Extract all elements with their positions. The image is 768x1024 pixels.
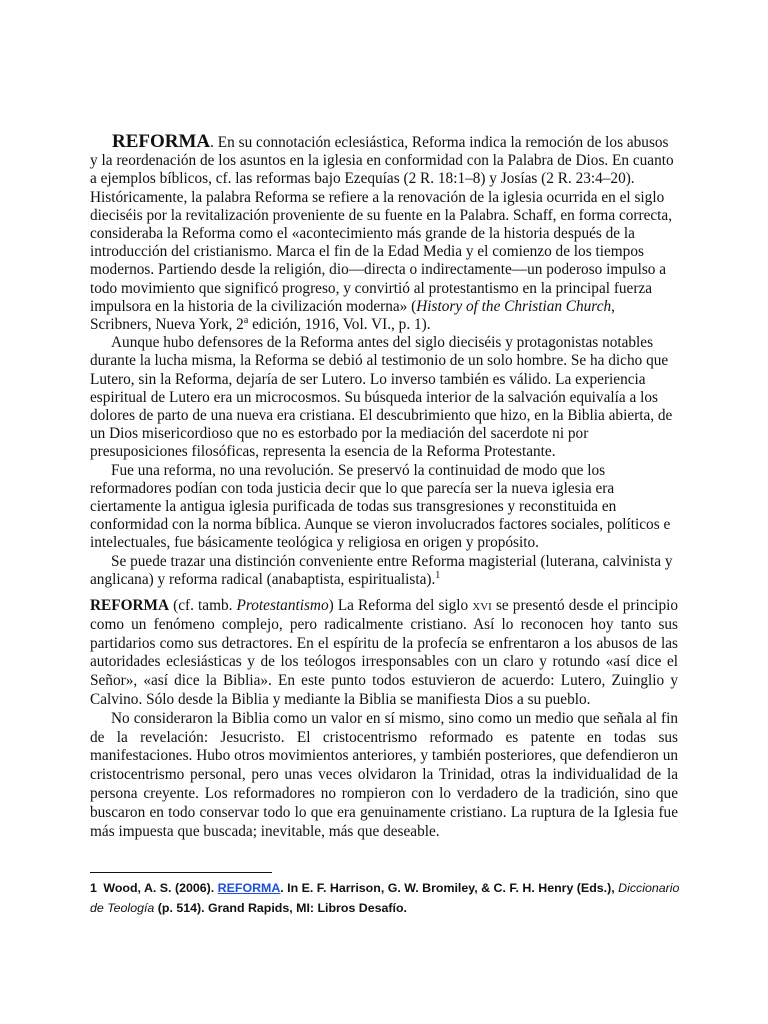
- paragraph: Fue una reforma, no una revolución. Se preservó la continuidad de modo que los reformadores podían con toda justicia decir que lo que parecía ser la nueva iglesia era ciertamente la antigua iglesia purificada de todas sus transgresiones y reconstituida en conformidad con la norma bíblica. Aunque se vieron involucrados factores sociales, políticos e intelectuales, fue básicamente teológica y religiosa en origen y propósito.: [90, 461, 671, 552]
- footnote: 1 Wood, A. S. (2006). REFORMA. In E. F. Harrison, G. W. Bromiley, & C. F. H. Henry (Eds.), Diccionario de Teología (p. 514). Grand Rapids, MI: Libros Desafío.: [90, 881, 680, 915]
- footnote-link[interactable]: REFORMA: [217, 881, 281, 895]
- paragraph: Se puede trazar una distinción conveniente entre Reforma magisterial (luterana, calvinista y anglicana) y reforma radical (anabaptista, espiritualista).$^1$: [90, 552, 673, 588]
- footnote-reference[interactable]: 1: [435, 569, 441, 581]
- paragraph: REFORMA (cf. tamb. Protestantismo) La Reforma del siglo xvi se presentó desde el principio como un fenómeno complejo, pero radicalmente cristiano. Así lo reconocen hoy tanto sus partidarios como sus detractores. En el espíritu de la profecía se enfrentaron a los abusos de las autoridades eclesiásticas y de los teólogos irresponsables con un claro y rotundo «así dice el Señor», «así dice la Biblia». En este punto todos estuvieron de acuerdo: Lutero, Zuinglio y Calvino. Sólo desde la Biblia y mediante la Biblia se manifiesta Dios a su pueblo.: [90, 597, 679, 708]
- entry-reforma-1: [90, 133, 678, 589]
- paragraph: Aunque hubo defensores de la Reforma antes del siglo dieciséis y protagonistas notables durante la lucha misma, la Reforma se debió al testimonio de un solo hombre. Se ha dicho que Lutero, sin la Reforma, dejaría de ser Lutero. Lo inverso también es válido. La experiencia espiritual de Lutero era un microcosmos. Su búsqueda interior de la salvación equivalía a los dolores de parto de una nueva era cristiana. El descubrimiento que hizo, en la Biblia abierta, de un Dios misericordioso que no es estorbado por la mediación del sacerdote ni por presuposiciones filosóficas, representa la esencia de la Reforma Protestante.: [90, 334, 673, 461]
- entry-heading: REFORMA: [90, 597, 170, 614]
- entry-heading: REFORMA: [112, 131, 211, 152]
- paragraph: REFORMA. En su connotación eclesiástica, Reforma indica la remoción de los abusos y la reordenación de los asuntos en la iglesia en conformidad con la Palabra de Dios. En cuanto a ejemplos bíblicos, cf. las reformas bajo Ezequías (2 R. 18:1–8) y Josías (2 R. 23:4–20). Históricamente, la palabra Reforma se refiere a la renovación de la iglesia ocurrida en el siglo dieciséis por la revitalización proveniente de su fuente en la Palabra. Schaff, en forma correcta, consideraba la Reforma como el «acontecimiento más grande de la historia después de la introducción del cristianismo. Marca el fin de la Edad Media y el comienzo de los tiempos modernos. Partiendo desde la religión, dio—directa o indirectamente—un poderoso impulso a todo movimiento que significó progreso, y convirtió al protestantismo en la principal fuerza impulsora en la historia de la civilización moderna» (History of the Christian Church, Scribners, Nueva York, 2$^a$ edición, 1916, Vol. VI., p. 1).: [90, 131, 674, 334]
- footnote-book-title: Diccionario de Teología: [90, 881, 680, 915]
- footnote-divider: [90, 872, 272, 873]
- paragraph: No consideraron la Biblia como un valor en sí mismo, sino como un medio que señala al fin de la revelación: Jesucristo. El cristocentrismo reformado es patente en todas sus manifestaciones. Hubo otros movimientos anteriores, y también posteriores, que defendieron un cristocentrismo personal, pero unas veces olvidaron la Trinidad, otras la individualidad de la persona creyente. Los reformadores no rompieron con lo verdadero de la tradición, sino que buscaron en todo conservar todo lo que era genuinamente cristiano. La ruptura de la Iglesia fue más impuesta que buscada; inevitable, más que deseable.: [90, 709, 678, 840]
- book-title: History of the Christian Church: [416, 297, 612, 315]
- cross-reference: Protestantismo: [236, 597, 329, 614]
- footnote-number: 1: [90, 881, 97, 895]
- entry-reforma-2: [90, 597, 678, 841]
